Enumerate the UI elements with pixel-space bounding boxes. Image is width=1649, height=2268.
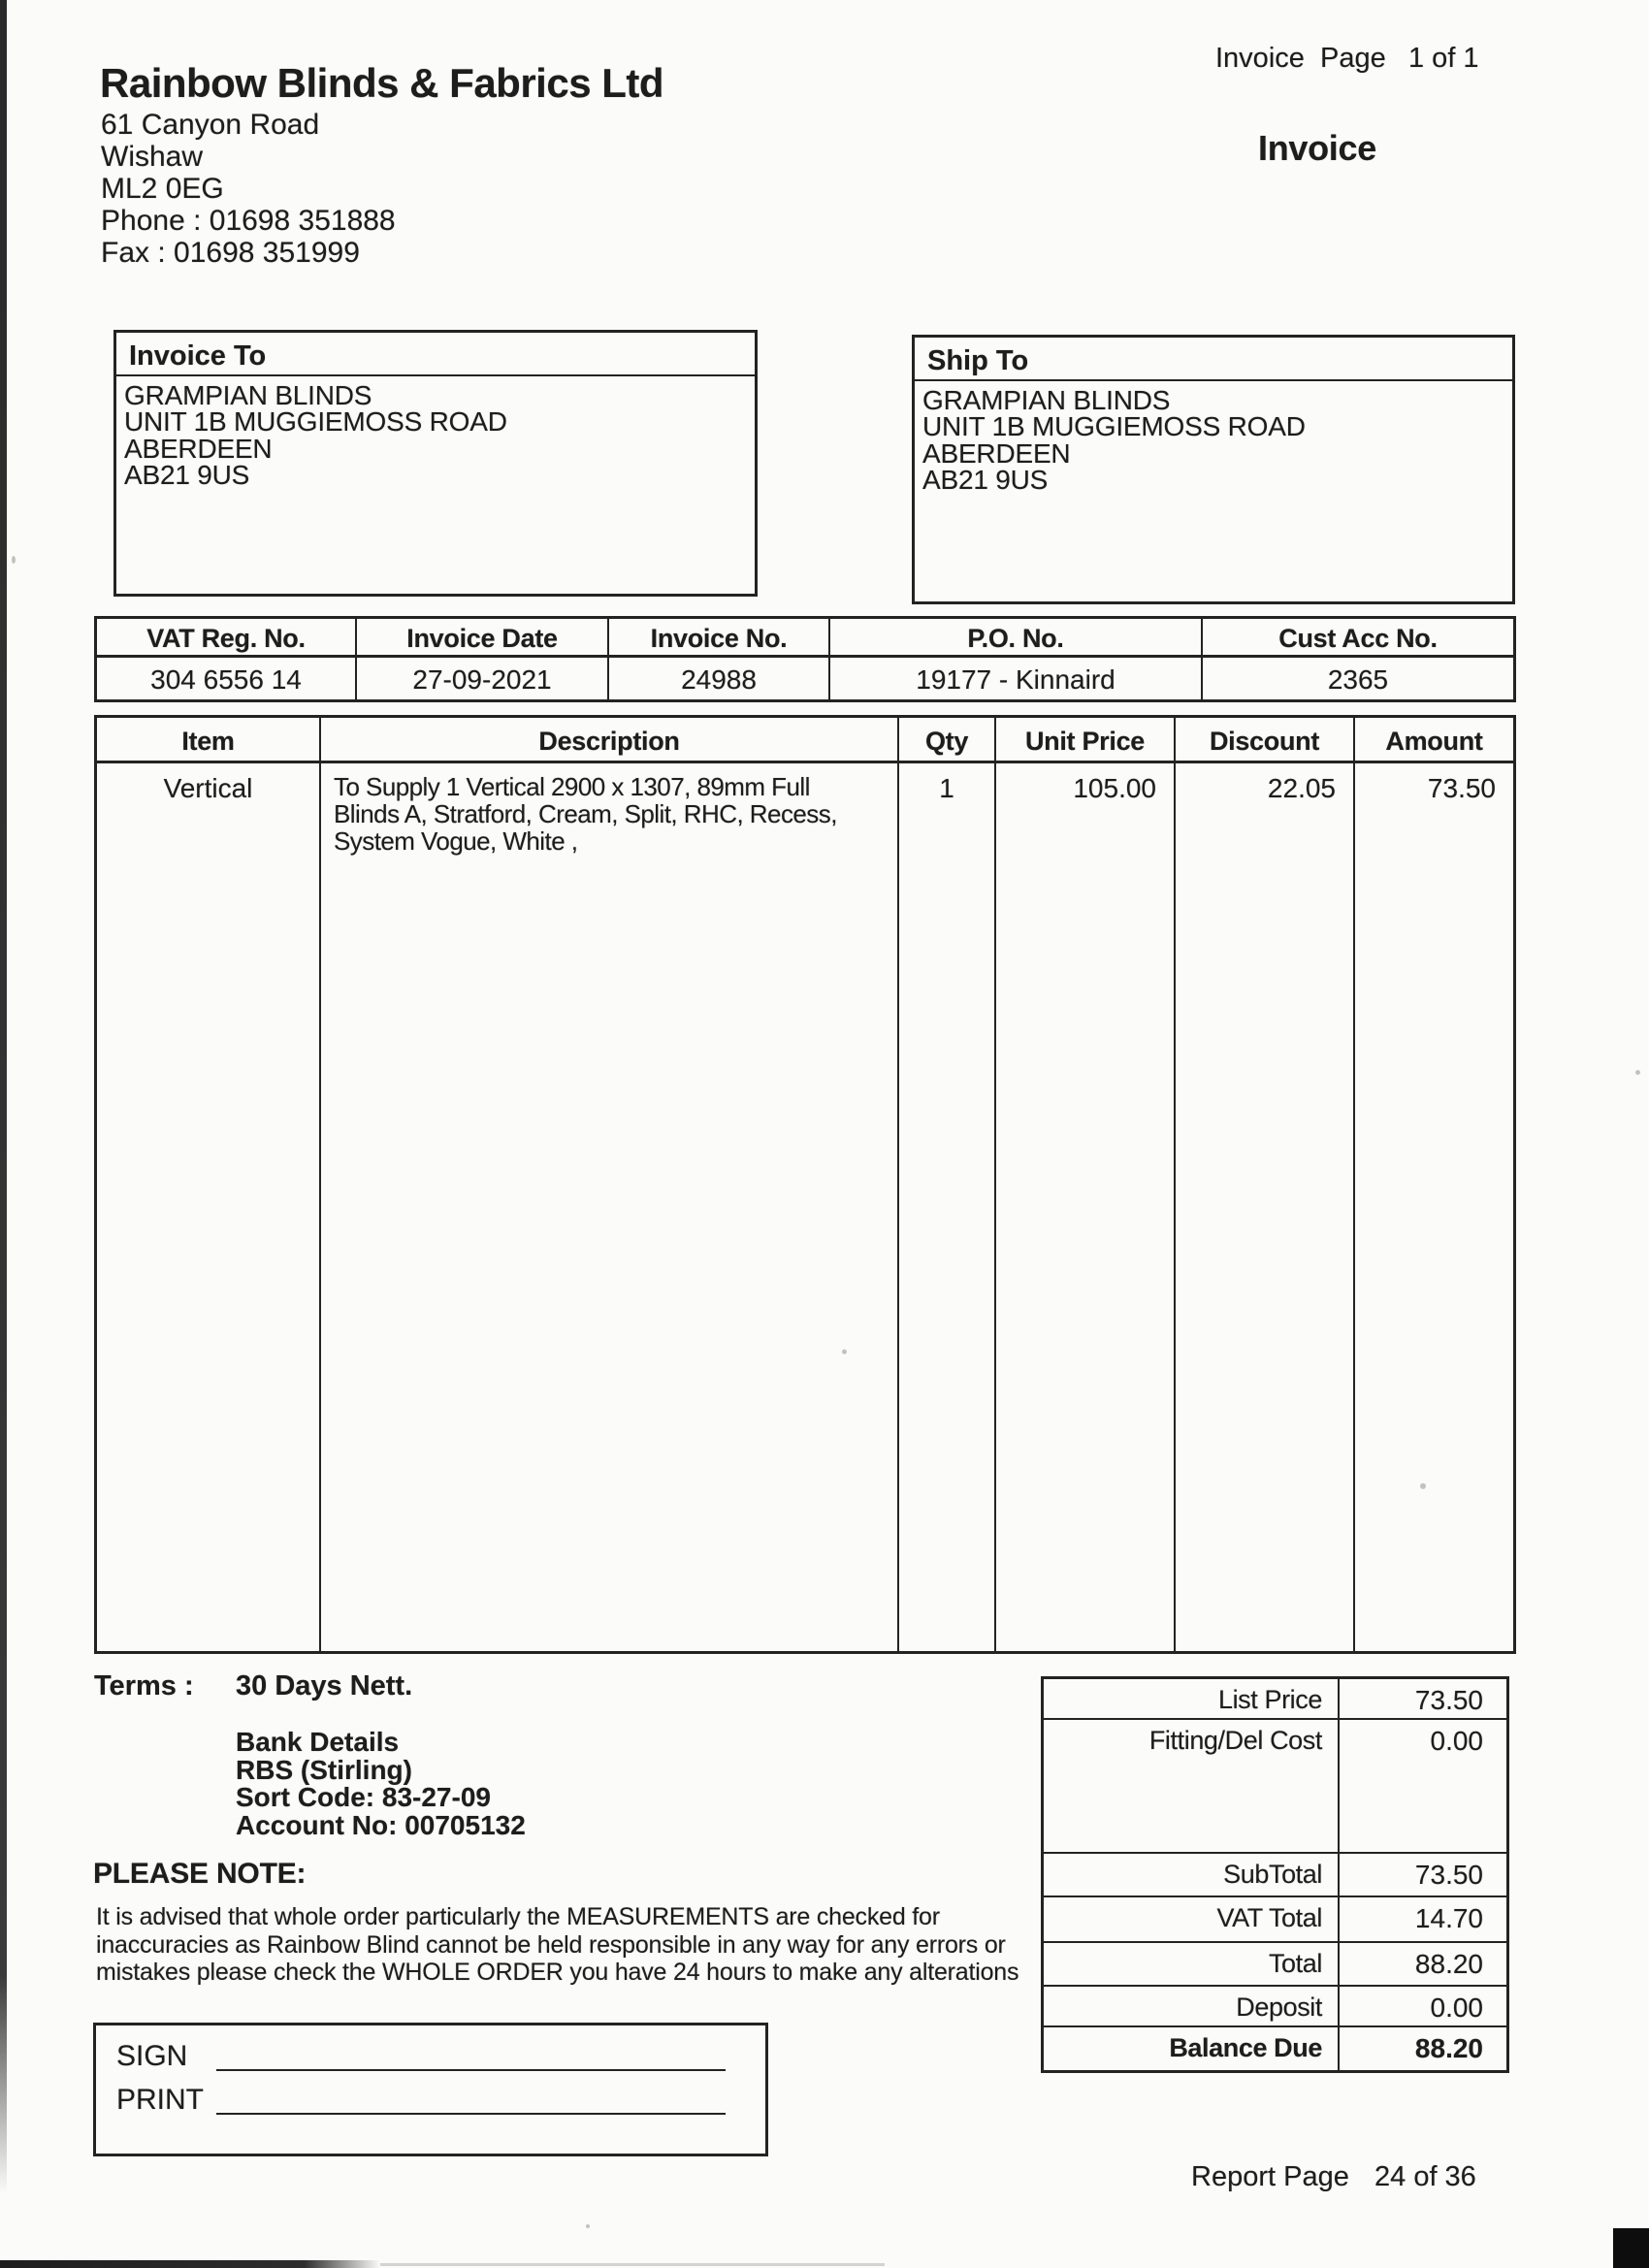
line-items-table xyxy=(94,715,1516,1654)
totals-value: 73.50 xyxy=(1414,1860,1483,1890)
ship-to-line: GRAMPIAN BLINDS xyxy=(922,385,1171,415)
totals-table xyxy=(1041,1676,1509,2073)
items-header-item: Item xyxy=(97,718,321,761)
signature-box xyxy=(93,2023,768,2156)
bank-details xyxy=(236,1729,526,1839)
totals-row-fitting-del-cost xyxy=(1044,1718,1506,1852)
invoice-page-label: Invoice Page xyxy=(1215,43,1386,74)
scan-speck xyxy=(586,2224,590,2228)
ship-to-box xyxy=(912,335,1515,604)
invoice-page-value: 1 of 1 xyxy=(1408,43,1479,74)
totals-label: Deposit xyxy=(1044,1987,1340,2025)
ship-to-title: Ship To xyxy=(915,338,1512,381)
totals-row-deposit xyxy=(1044,1985,1506,2025)
items-header-row xyxy=(97,718,1513,763)
totals-row-total xyxy=(1044,1941,1506,1985)
invoice-to-line: GRAMPIAN BLINDS xyxy=(124,380,372,410)
totals-row-subtotal xyxy=(1044,1852,1506,1895)
totals-row-balance-due xyxy=(1044,2025,1506,2070)
meta-value-row xyxy=(97,658,1513,699)
please-note-line: inaccuracies as Rainbow Blind cannot be held responsible in any way for any errors or xyxy=(96,1930,1006,1959)
company-address-line: ML2 0EG xyxy=(101,173,224,205)
item-cell-description xyxy=(321,763,899,1651)
meta-value-vat-reg: 304 6556 14 xyxy=(97,658,357,699)
items-header-description: Description xyxy=(321,718,899,761)
sign-label: SIGN xyxy=(116,2040,188,2072)
meta-header-vat-reg: VAT Reg. No. xyxy=(97,619,357,655)
scan-bottom-edge-shadow xyxy=(0,2260,380,2268)
company-fax: Fax : 01698 351999 xyxy=(101,237,360,269)
scan-left-edge-shadow xyxy=(0,0,7,2194)
item-description-line: To Supply 1 Vertical 2900 x 1307, 89mm Full xyxy=(334,772,810,801)
print-line xyxy=(216,2113,726,2115)
company-address-line: Wishaw xyxy=(101,141,204,173)
item-description-line: Blinds A, Stratford, Cream, Split, RHC, Recess, xyxy=(334,799,837,828)
meta-header-row xyxy=(97,619,1513,658)
bank-details-line: Bank Details xyxy=(236,1727,400,1757)
invoice-to-line: AB21 9US xyxy=(124,460,250,491)
items-header-discount: Discount xyxy=(1176,718,1355,761)
invoice-to-line: ABERDEEN xyxy=(124,433,273,464)
meta-value-cust-acc: 2365 xyxy=(1327,664,1389,695)
meta-header-cust-acc: Cust Acc No. xyxy=(1278,624,1438,653)
meta-header-invoice-date: Invoice Date xyxy=(357,619,609,655)
meta-header-po-no: P.O. No. xyxy=(830,619,1203,655)
scan-speck xyxy=(12,556,16,564)
totals-label: SubTotal xyxy=(1044,1854,1340,1895)
invoice-to-line: UNIT 1B MUGGIEMOSS ROAD xyxy=(124,406,507,437)
item-cell-qty: 1 xyxy=(899,763,996,1651)
totals-value: 88.20 xyxy=(1414,1949,1483,1979)
items-header-unit-price: Unit Price xyxy=(996,718,1176,761)
items-header-amount: Amount xyxy=(1385,727,1483,756)
meta-header-invoice-no: Invoice No. xyxy=(609,619,830,655)
please-note-line: It is advised that whole order particularly the MEASUREMENTS are checked for xyxy=(96,1903,940,1930)
ship-to-line: ABERDEEN xyxy=(922,437,1071,469)
totals-value: 0.00 xyxy=(1430,1993,1483,2023)
totals-label: Total xyxy=(1044,1943,1340,1985)
item-description-line: System Vogue, White , xyxy=(334,826,578,856)
invoice-to-title: Invoice To xyxy=(116,333,755,376)
invoice-to-address xyxy=(116,376,755,489)
bank-details-line: Account No: 00705132 xyxy=(236,1809,526,1840)
invoice-to-box xyxy=(113,330,758,597)
company-address xyxy=(101,109,396,269)
totals-label: List Price xyxy=(1044,1679,1340,1718)
meta-value-invoice-date: 27-09-2021 xyxy=(357,658,609,699)
items-header-qty: Qty xyxy=(899,718,996,761)
report-page-label: Report Page xyxy=(1191,2161,1349,2192)
meta-value-po-no: 19177 - Kinnaird xyxy=(830,658,1203,699)
totals-row-list-price xyxy=(1044,1679,1506,1718)
company-address-line: 61 Canyon Road xyxy=(101,109,320,141)
items-body-row xyxy=(97,763,1513,1651)
totals-value: 73.50 xyxy=(1414,1685,1483,1715)
please-note-title: PLEASE NOTE: xyxy=(93,1858,307,1890)
totals-value: 88.20 xyxy=(1414,2033,1483,2063)
print-label: PRINT xyxy=(116,2084,204,2116)
company-name: Rainbow Blinds & Fabrics Ltd xyxy=(100,60,664,106)
ship-to-line: AB21 9US xyxy=(922,465,1049,496)
invoice-title: Invoice xyxy=(1258,128,1376,168)
company-phone: Phone : 01698 351888 xyxy=(101,205,396,237)
sign-line xyxy=(216,2069,726,2071)
scan-speck xyxy=(1635,1070,1640,1075)
totals-label: Balance Due xyxy=(1044,2027,1340,2070)
terms-label: Terms : xyxy=(94,1670,194,1701)
ship-to-line: UNIT 1B MUGGIEMOSS ROAD xyxy=(922,411,1306,442)
bank-details-line: RBS (Stirling) xyxy=(236,1754,412,1785)
totals-label: VAT Total xyxy=(1044,1897,1340,1941)
totals-value: 0.00 xyxy=(1430,1726,1483,1756)
terms-value: 30 Days Nett. xyxy=(236,1670,413,1701)
item-cell-discount: 22.05 xyxy=(1176,763,1355,1651)
meta-value-invoice-no: 24988 xyxy=(609,658,830,699)
bank-details-line: Sort Code: 83-27-09 xyxy=(236,1782,491,1813)
scan-corner-artifact xyxy=(1613,2228,1649,2268)
scan-bottom-edge-faint xyxy=(380,2263,885,2266)
totals-row-vat-total xyxy=(1044,1895,1506,1941)
invoice-meta-table xyxy=(94,616,1516,702)
item-cell-amount: 73.50 xyxy=(1427,773,1496,803)
item-cell-item: Vertical xyxy=(97,763,321,1651)
ship-to-address xyxy=(915,381,1512,494)
totals-label: Fitting/Del Cost xyxy=(1044,1720,1340,1852)
totals-value: 14.70 xyxy=(1414,1903,1483,1933)
please-note-text xyxy=(96,1903,1018,1987)
report-page-value: 24 of 36 xyxy=(1374,2161,1476,2192)
item-cell-unit-price: 105.00 xyxy=(996,763,1176,1651)
please-note-line: mistakes please check the WHOLE ORDER you have 24 hours to make any alterations xyxy=(96,1959,1019,1987)
